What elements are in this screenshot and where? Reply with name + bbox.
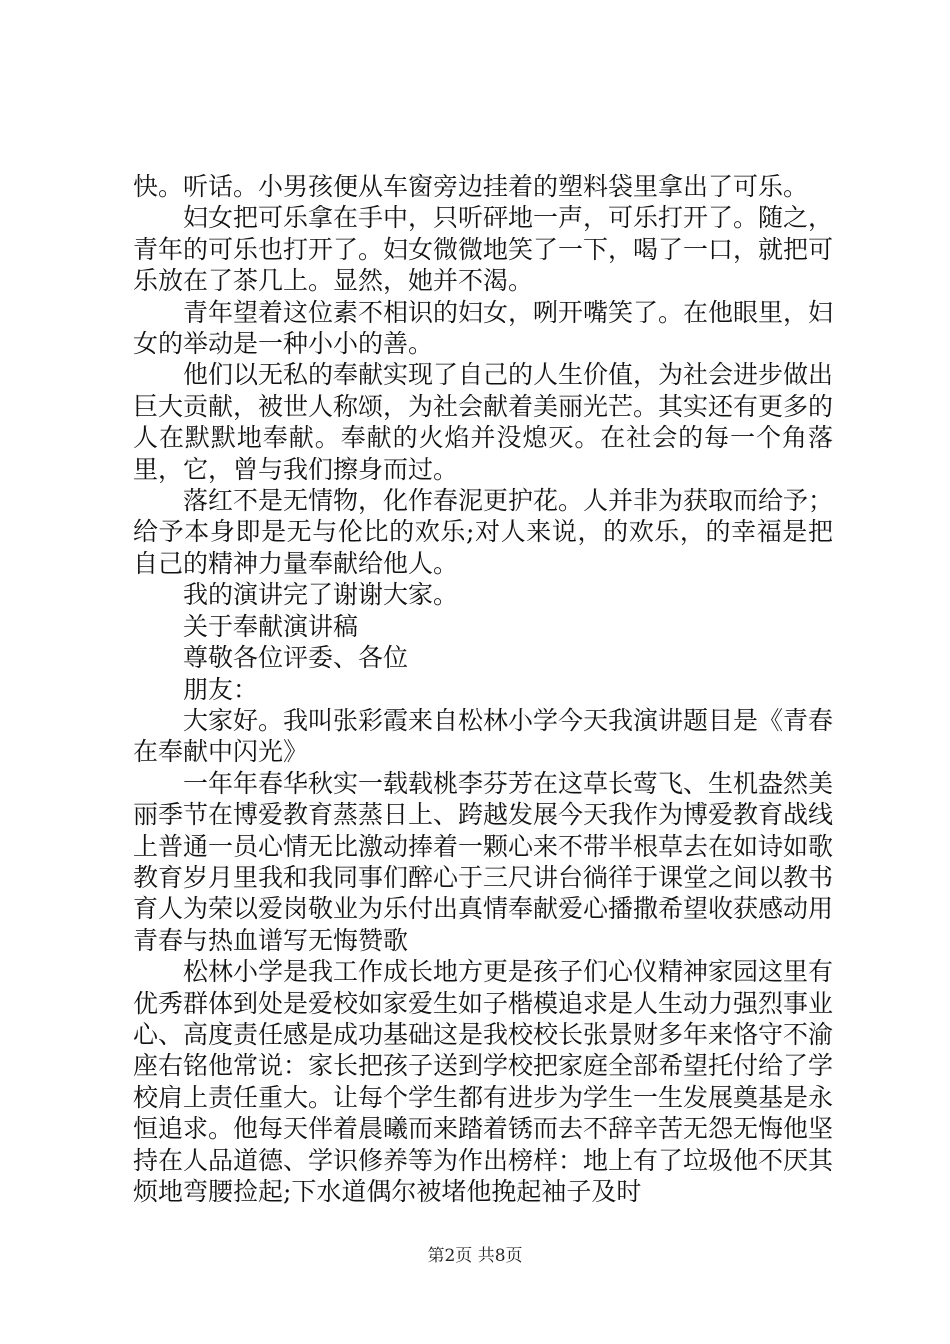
page-footer: 第2页 共8页 xyxy=(427,1246,523,1266)
paragraph: 妇女把可乐拿在手中，只听砰地一声，可乐打开了。随之，青年的可乐也打开了。妇女微微地笑了一下，喝了一口，就把可乐放在了茶几上。显然，她并不渴。 xyxy=(133,203,834,296)
paragraph: 青年望着这位素不相识的妇女，咧开嘴笑了。在他眼里，妇女的举动是一种小小的善。 xyxy=(133,297,834,359)
paragraph: 落红不是无情物，化作春泥更护花。人并非为获取而给予；给予本身即是无与伦比的欢乐;对人来说，的欢乐，的幸福是把自己的精神力量奉献给他人。 xyxy=(133,486,834,578)
paragraph: 一年年春华秋实一载载桃李芬芳在这草长莺飞、生机盎然美丽季节在博爱教育蒸蒸日上、跨越发展今天我作为博爱教育战线上普通一员心情无比激动捧着一颗心来不带半根草去在如诗如歌教育岁月里我和我同事们醉心于三尺讲台徜徉于课堂之间以教书育人为荣以爱岗敬业为乐付出真情奉献爱心播撒希望收获感动用青春与热血谱写无悔赞歌 xyxy=(133,768,834,955)
paragraph: 他们以无私的奉献实现了自己的人生价值，为社会进步做出巨大贡献，被世人称颂，为社会献着美丽光芒。其实还有更多的人在默默地奉献。奉献的火焰并没熄灭。在社会的每一个角落里，它，曾与我们擦身而过。 xyxy=(133,360,834,484)
paragraph: 大家好。我叫张彩霞来自松林小学今天我演讲题目是《青春在奉献中闪光》 xyxy=(133,705,834,767)
paragraph: 快。听话。小男孩便从车窗旁边挂着的塑料袋里拿出了可乐。 xyxy=(133,172,809,201)
document-body xyxy=(133,171,833,1207)
paragraph: 松林小学是我工作成长地方更是孩子们心仪精神家园这里有优秀群体到处是爱校如家爱生如子楷模追求是人生动力强烈事业心、高度责任感是成功基础这是我校校长张景财多年来恪守不渝座右铭他常说：家长把孩子送到学校把家庭全部希望托付给了学校肩上责任重大。让每个学生都有进步为学生一生发展奠基是永恒追求。他每天伴着晨曦而来踏着锈而去不辞辛苦无怨无悔他坚持在人品道德、学识修养等为作出榜样：地上有了垃圾他不厌其烦地弯腰捡起;下水道偶尔被堵他挽起袖子及时 xyxy=(133,957,834,1206)
paragraph: 朋友： xyxy=(183,674,259,704)
paragraph: 关于奉献演讲稿 xyxy=(183,611,359,641)
paragraph: 尊敬各位评委、各位 xyxy=(183,643,409,673)
paragraph: 我的演讲完了谢谢大家。 xyxy=(183,580,459,610)
